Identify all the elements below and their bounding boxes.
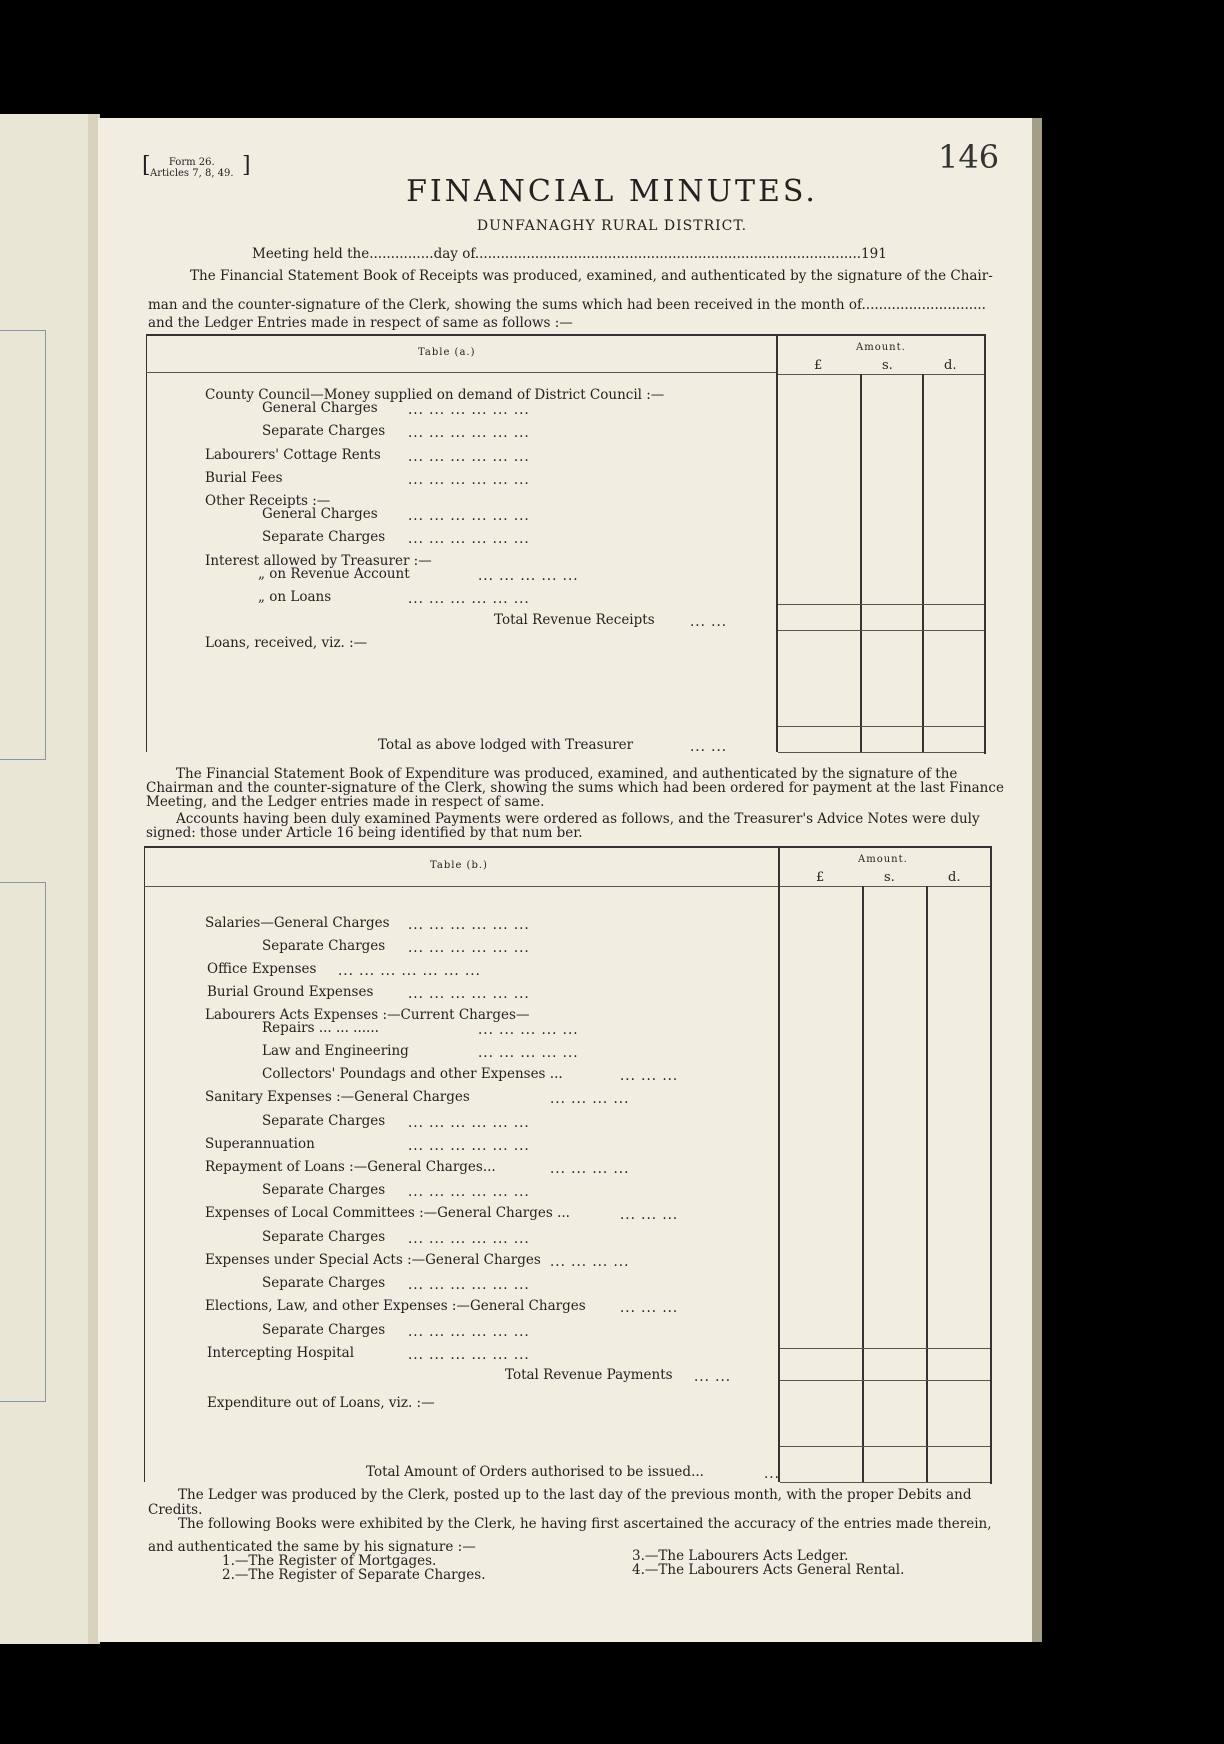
expenditure-paragraph-line5: signed: those under Article 16 being identified by that num ber. — [146, 825, 583, 841]
table-a-row-dots: ... ... ... ... ... — [478, 568, 579, 584]
table-b-row-dots: ... ... ... ... ... ... — [408, 1115, 530, 1131]
page-title: FINANCIAL MINUTES. — [406, 174, 818, 209]
expenditure-paragraph-line4: Accounts having been duly examined Payments were ordered as follows, and the Treasurer's Advice Notes were duly — [176, 811, 980, 827]
table-a-subtotal-rule1 — [778, 604, 984, 605]
table-b-row-dots: ... ... ... ... ... ... ... — [338, 963, 481, 979]
book-item-1: 1.—The Register of Mortgages. — [222, 1553, 437, 1569]
meeting-line: Meeting held the...............day of..........................................................................................191 — [252, 246, 887, 262]
table-b-row-dots: ... ... ... ... ... ... — [408, 1231, 530, 1247]
table-b-row-label: Separate Charges — [262, 938, 386, 954]
table-a-row-dots: ... ... ... ... ... ... — [408, 425, 530, 441]
table-b-s-divider — [862, 886, 864, 1482]
table-a-col-pence: d. — [944, 358, 957, 373]
table-a-title: Table (a.) — [418, 347, 476, 358]
table-b-row-dots: ... ... ... — [620, 1207, 679, 1223]
district-name: DUNFANAGHY RURAL DISTRICT. — [476, 218, 748, 234]
table-b-row-label: Labourers Acts Expenses :—Current Charges— — [205, 1007, 530, 1023]
table-a-row-label: Separate Charges — [262, 529, 386, 545]
table-b-row-dots: ... ... ... ... ... ... — [408, 1138, 530, 1154]
page-number: 146 — [938, 138, 1000, 176]
ledger-paragraph-line2: Credits. — [148, 1502, 203, 1518]
table-b-row-label: Repayment of Loans :—General Charges... — [205, 1159, 496, 1175]
expenditure-paragraph-line2: Chairman and the counter-signature of the Clerk, showing the sums which had been ordered for payment at the last Finance — [146, 780, 1004, 796]
form-reference: [ Form 26. Articles 7, 8, 49. ] — [142, 153, 251, 179]
table-a-row-label: Other Receipts :— — [205, 493, 331, 509]
table-a-row-label: General Charges — [262, 506, 378, 522]
book-item-2: 2.—The Register of Separate Charges. — [222, 1567, 486, 1583]
table-a-row-label: Burial Fees — [205, 470, 283, 486]
table-a-total-rule2 — [778, 752, 984, 753]
table-b-row-dots: ... ... ... ... — [550, 1161, 630, 1177]
table-b-total-rule2 — [780, 1482, 990, 1483]
table-a-row-label: General Charges — [262, 400, 378, 416]
books-paragraph-line2: and authenticated the same by his signature :— — [148, 1539, 476, 1555]
table-b-subtotal-rule1 — [780, 1348, 990, 1349]
form-ref-line2: Articles 7, 8, 49. — [150, 167, 234, 179]
table-b-row-label: Superannuation — [205, 1136, 315, 1152]
table-b-row-dots: ... — [764, 1466, 780, 1482]
table-a-left-rule — [146, 334, 147, 752]
table-a-subtotal-rule2 — [778, 630, 984, 631]
table-b-row-dots: ... ... ... ... ... ... — [408, 917, 530, 933]
table-b-row-label: Total Amount of Orders authorised to be issued... — [366, 1464, 704, 1480]
table-b-row-dots: ... ... ... ... ... ... — [408, 1347, 530, 1363]
table-b-subtotal-rule2 — [780, 1380, 990, 1381]
table-b-row-label: Salaries—General Charges — [205, 915, 390, 931]
table-b-row-dots: ... ... ... ... — [550, 1254, 630, 1270]
table-b-row-label: Elections, Law, and other Expenses :—General Charges — [205, 1298, 586, 1314]
table-b-row-dots: ... ... ... — [620, 1300, 679, 1316]
table-b-row-dots: ... ... ... ... — [550, 1091, 630, 1107]
book-item-4: 4.—The Labourers Acts General Rental. — [632, 1562, 905, 1578]
table-a-row-dots: ... ... — [690, 614, 728, 630]
receipts-paragraph-line3: and the Ledger Entries made in respect of same as follows :— — [148, 315, 573, 331]
page-edge — [1032, 118, 1042, 1642]
left-page-edge — [0, 114, 88, 1644]
table-a-row-dots: ... ... ... ... ... ... — [408, 591, 530, 607]
table-a-row-dots: ... ... ... ... ... ... — [408, 531, 530, 547]
table-b-title: Table (b.) — [430, 860, 488, 871]
table-b-col-shillings: s. — [884, 870, 895, 885]
table-b-row-dots: ... ... ... ... ... ... — [408, 940, 530, 956]
table-a-row-dots: ... ... ... ... ... ... — [408, 508, 530, 524]
table-b-row-label: Expenses of Local Committees :—General Charges ... — [205, 1205, 570, 1221]
table-a-row-label: Interest allowed by Treasurer :— — [205, 553, 432, 569]
table-b-row-dots: ... ... ... ... ... ... — [408, 986, 530, 1002]
left-page-box-bottom — [0, 882, 46, 1402]
table-b-amount-header: Amount. — [858, 854, 908, 865]
table-b-amount-head-rule — [780, 886, 990, 887]
table-a-row-dots: ... ... ... ... ... ... — [408, 402, 530, 418]
left-page-box-top — [0, 330, 46, 760]
table-a-row-dots: ... ... ... ... ... ... — [408, 449, 530, 465]
table-a-col-shillings: s. — [882, 358, 893, 373]
table-b-row-label: Separate Charges — [262, 1275, 386, 1291]
expenditure-paragraph-line3: Meeting, and the Ledger entries made in respect of same. — [146, 794, 545, 810]
table-b-row-dots: ... ... ... ... ... — [478, 1045, 579, 1061]
table-b-d-divider — [926, 886, 928, 1482]
table-b-row-dots: ... ... ... ... ... — [478, 1022, 579, 1038]
ledger-paragraph-line1: The Ledger was produced by the Clerk, posted up to the last day of the previous month, with the proper Debits and — [178, 1487, 972, 1503]
table-a-amount-divider — [776, 336, 778, 752]
table-b-total-rule1 — [780, 1446, 990, 1447]
table-b-row-label: Separate Charges — [262, 1182, 386, 1198]
table-b-left-rule — [144, 846, 145, 1482]
table-b-row-dots: ... ... — [694, 1369, 732, 1385]
table-a-row-dots: ... ... ... ... ... ... — [408, 472, 530, 488]
table-b-row-dots: ... ... ... ... ... ... — [408, 1277, 530, 1293]
table-b-row-label: Separate Charges — [262, 1113, 386, 1129]
table-a-row-label: Separate Charges — [262, 423, 386, 439]
table-b-row-label: Sanitary Expenses :—General Charges — [205, 1089, 470, 1105]
table-a-d-divider — [922, 374, 924, 752]
table-a-row-label: Total Revenue Receipts — [494, 612, 655, 628]
table-a-total-rule1 — [778, 726, 984, 727]
table-b-row-label: Separate Charges — [262, 1229, 386, 1245]
table-b-row-dots: ... ... ... ... ... ... — [408, 1184, 530, 1200]
table-b-amount-divider — [778, 848, 780, 1482]
table-a-row-label: County Council—Money supplied on demand of District Council :— — [205, 387, 665, 403]
table-a-row-label: Total as above lodged with Treasurer — [378, 737, 634, 753]
table-b-row-label: Expenses under Special Acts :—General Charges — [205, 1252, 541, 1268]
table-a-col-pounds: £ — [814, 358, 823, 373]
table-b-row-label: Office Expenses — [207, 961, 317, 977]
table-a-head-rule — [146, 372, 776, 373]
table-b-row-label: Expenditure out of Loans, viz. :— — [207, 1395, 435, 1411]
expenditure-paragraph-line1: The Financial Statement Book of Expenditure was produced, examined, and authenticated by the signature of the — [176, 766, 958, 782]
receipts-paragraph-line2: man and the counter-signature of the Clerk, showing the sums which had been received in the month of............................. — [148, 297, 986, 313]
table-b-row-label: Separate Charges — [262, 1322, 386, 1338]
table-b-row-label: Burial Ground Expenses — [207, 984, 374, 1000]
table-a-row-label: Labourers' Cottage Rents — [205, 447, 381, 463]
table-b-row-dots: ... ... ... — [620, 1068, 679, 1084]
books-paragraph-line1: The following Books were exhibited by the Clerk, he having first ascertained the accuracy of the entries made therein, — [178, 1516, 992, 1532]
table-b-row-dots: ... ... ... ... ... ... — [408, 1324, 530, 1340]
receipts-paragraph-line1: The Financial Statement Book of Receipts was produced, examined, and authenticated by the signature of the Chair- — [190, 268, 993, 284]
table-b-head-rule — [144, 886, 778, 887]
table-b-row-label: Collectors' Poundags and other Expenses ... — [262, 1066, 563, 1082]
form-ref-line1: Form 26. — [168, 157, 215, 168]
table-b-row-label: Law and Engineering — [262, 1043, 409, 1059]
table-a-row-label: Loans, received, viz. :— — [205, 635, 368, 651]
table-a-amount-header: Amount. — [856, 342, 906, 353]
table-b-row-label: Total Revenue Payments — [505, 1367, 673, 1383]
table-a-row-label: „ on Loans — [258, 589, 332, 605]
table-a-row-dots: ... ... — [690, 739, 728, 755]
table-b-col-pence: d. — [948, 870, 961, 885]
table-b-col-pounds: £ — [816, 870, 825, 885]
table-a-s-divider — [860, 374, 862, 752]
table-a-row-label: „ on Revenue Account — [258, 566, 410, 582]
table-b-row-label: Intercepting Hospital — [207, 1345, 355, 1361]
table-b-row-label: Repairs ... ... ...... — [262, 1020, 379, 1036]
table-a-amount-head-rule — [778, 374, 984, 375]
book-item-3: 3.—The Labourers Acts Ledger. — [632, 1548, 849, 1564]
